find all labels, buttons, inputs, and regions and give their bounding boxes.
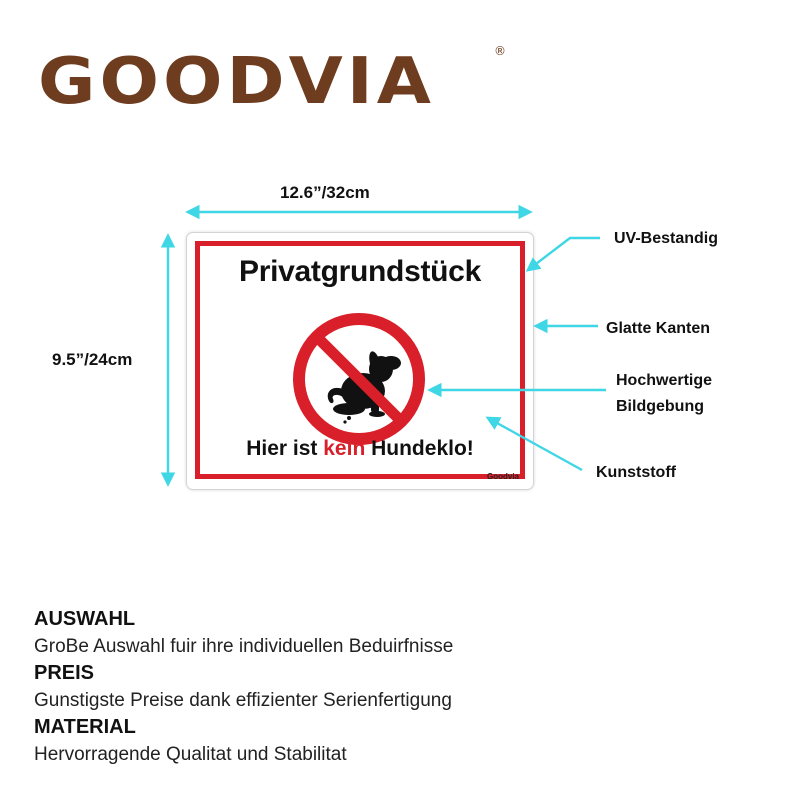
callout-edges: Glatte Kanten (606, 320, 711, 337)
feature-heading: AUSWAHL (34, 608, 136, 630)
sign-bottom-before: Hier ist (246, 437, 324, 460)
width-dimension-label: 12.6”/32cm (280, 183, 370, 202)
sign-bottom-highlight: kein (323, 437, 366, 460)
callout-plastic: Kunststoff (596, 464, 676, 481)
feature-text: GroBe Auswahl fuir ihre individuellen Beduirfnisse (34, 636, 454, 657)
feature-text: Hervorragende Qualitat und Stabilitat (34, 744, 347, 765)
callout-print-line1: Hochwertige (616, 372, 713, 389)
callout-uv: UV-Bestandig (614, 230, 719, 247)
brand-logo: GOODVIA (38, 43, 435, 119)
callout-print (616, 368, 712, 420)
feature-list (34, 606, 774, 768)
feature-text: Gunstigste Preise dank effizienter Serienfertigung (34, 690, 452, 711)
uv-callout-arrow (528, 238, 600, 270)
feature-heading: MATERIAL (34, 716, 136, 738)
registered-mark: ® (494, 44, 506, 58)
plastic-callout-arrow (488, 418, 582, 470)
sign-title: Privatgrundstück (239, 255, 481, 288)
callout-print-line2: Bildgebung (616, 398, 704, 415)
feature-heading: PREIS (34, 662, 95, 684)
height-dimension-label: 9.5”/24cm (52, 350, 133, 369)
sign-maker-mark: Goodvia (486, 472, 519, 481)
sign-bottom-after: Hundeklo! (365, 437, 474, 460)
